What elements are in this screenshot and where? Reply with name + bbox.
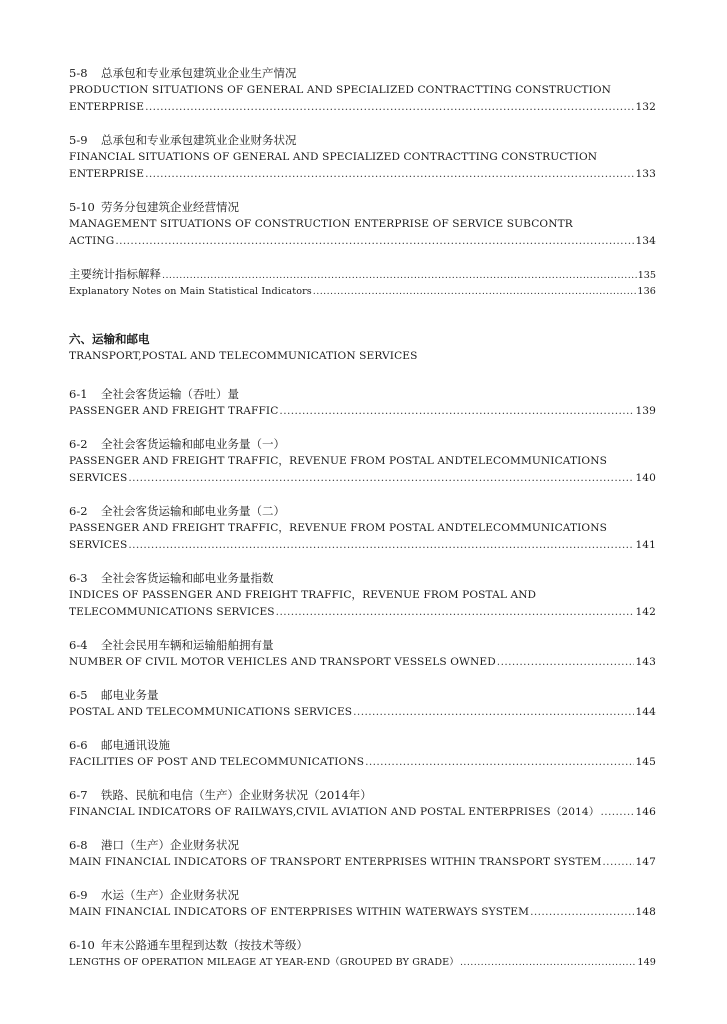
section-title-en: TRANSPORT,POSTAL AND TELECOMMUNICATION SERVICES bbox=[69, 350, 418, 362]
page-number: 146 bbox=[635, 806, 656, 818]
entry-leader-line: ACTING ..... 134 bbox=[69, 233, 656, 250]
dot-leader bbox=[145, 166, 634, 183]
toc-entry-6-4[interactable] bbox=[69, 636, 656, 671]
dot-leader bbox=[353, 704, 634, 721]
entry-title-zh: 6-9 水运（生产）企业财务状况 bbox=[69, 888, 239, 902]
entry-title-en: PRODUCTION SITUATIONS OF GENERAL AND SPECIALIZED CONTRACTTING CONSTRUCTION bbox=[69, 84, 612, 96]
entry-leader-line: SERVICES ..... 140 bbox=[69, 470, 656, 487]
page-number: 133 bbox=[635, 168, 656, 180]
toc-entry-6-3[interactable] bbox=[69, 569, 656, 621]
page-number: 147 bbox=[635, 856, 656, 868]
page-number: 140 bbox=[635, 472, 656, 484]
entry-number: 5-8 bbox=[69, 66, 88, 80]
entry-title-en: PASSENGER AND FREIGHT TRAFFIC，REVENUE FROM POSTAL ANDTELECOMMUNICATIONS bbox=[69, 522, 607, 534]
dot-leader bbox=[460, 954, 636, 971]
dot-leader bbox=[365, 754, 634, 771]
entry-title-zh: 6-10 年末公路通车里程到达数（按技术等级） bbox=[69, 938, 308, 952]
entry-leader-line: ENTERPRISE ..... 132 bbox=[69, 99, 656, 116]
toc-entry-6-10[interactable] bbox=[69, 936, 656, 971]
dot-leader bbox=[145, 99, 634, 116]
entry-number: 6-6 bbox=[69, 738, 88, 752]
page-number: 139 bbox=[635, 405, 656, 417]
entry-leader-line: MAIN FINANCIAL INDICATORS OF TRANSPORT ENTERPRISES WITHIN TRANSPORT SYSTEM ..... 147 bbox=[69, 854, 656, 871]
entry-leader-line: MAIN FINANCIAL INDICATORS OF ENTERPRISES WITHIN WATERWAYS SYSTEM ..... 148 bbox=[69, 904, 656, 921]
entry-number: 5-10 bbox=[69, 200, 95, 214]
entry-title-zh: 6-6 邮电通讯设施 bbox=[69, 738, 170, 752]
toc-entry-6-2-a[interactable] bbox=[69, 435, 656, 487]
entry-number: 6-3 bbox=[69, 571, 88, 585]
dot-leader bbox=[530, 904, 634, 921]
page-number: 144 bbox=[635, 706, 656, 718]
entry-leader-line: PASSENGER AND FREIGHT TRAFFIC ..... 139 bbox=[69, 403, 656, 420]
toc-entry-5-10[interactable] bbox=[69, 198, 656, 250]
entry-number: 6-2 bbox=[69, 437, 88, 451]
entry-title-en: PASSENGER AND FREIGHT TRAFFIC，REVENUE FROM POSTAL ANDTELECOMMUNICATIONS bbox=[69, 455, 607, 467]
page-number: 145 bbox=[635, 756, 656, 768]
entry-title-en: INDICES OF PASSENGER AND FREIGHT TRAFFIC，REVENUE FROM POSTAL AND bbox=[69, 589, 537, 601]
entry-number: 6-10 bbox=[69, 938, 95, 952]
dot-leader bbox=[276, 604, 635, 621]
toc-entry-5-8[interactable] bbox=[69, 64, 656, 116]
entry-leader-line: POSTAL AND TELECOMMUNICATIONS SERVICES ..... 144 bbox=[69, 704, 656, 721]
page-number: 141 bbox=[635, 539, 656, 551]
entry-title-zh: 6-8 港口（生产）企业财务状况 bbox=[69, 838, 239, 852]
toc-entry-5-9[interactable] bbox=[69, 131, 656, 183]
entry-title-zh: 5-8 总承包和专业承包建筑业企业生产情况 bbox=[69, 66, 297, 80]
entry-title-zh: 6-1 全社会客货运输（吞吐）量 bbox=[69, 387, 239, 401]
section-heading bbox=[69, 330, 656, 365]
entry-title-zh: 5-9 总承包和专业承包建筑业企业财务状况 bbox=[69, 133, 297, 147]
dot-leader bbox=[279, 403, 634, 420]
dot-leader bbox=[128, 470, 634, 487]
entry-title-en: FINANCIAL SITUATIONS OF GENERAL AND SPECIALIZED CONTRACTTING CONSTRUCTION bbox=[69, 151, 598, 163]
entry-leader-line: FACILITIES OF POST AND TELECOMMUNICATIONS ..... 145 bbox=[69, 754, 656, 771]
dot-leader bbox=[115, 233, 634, 250]
toc-entry-6-8[interactable] bbox=[69, 836, 656, 871]
dot-leader bbox=[128, 537, 634, 554]
entry-leader-line: FINANCIAL INDICATORS OF RAILWAYS,CIVIL AVIATION AND POSTAL ENTERPRISES（2014） ..... 146 bbox=[69, 804, 656, 821]
entry-number: 6-9 bbox=[69, 888, 88, 902]
entry-title-zh: 6-2 全社会客货运输和邮电业务量（二） bbox=[69, 504, 285, 518]
entry-title-zh: 6-3 全社会客货运输和邮电业务量指数 bbox=[69, 571, 274, 585]
entry-title-zh: 6-7 铁路、民航和电信（生产）企业财务状况（2014年） bbox=[69, 788, 372, 802]
toc-entry-6-1[interactable] bbox=[69, 385, 656, 420]
entry-number: 6-5 bbox=[69, 688, 88, 702]
page-number: 143 bbox=[635, 656, 656, 668]
toc-entry-6-7[interactable] bbox=[69, 786, 656, 821]
entry-number: 6-2 bbox=[69, 504, 88, 518]
entry-title-zh: 6-4 全社会民用车辆和运输船舶拥有量 bbox=[69, 638, 274, 652]
entry-title-en: MANAGEMENT SITUATIONS OF CONSTRUCTION ENTERPRISE OF SERVICE SUBCONTR bbox=[69, 218, 573, 230]
toc-entry-6-5[interactable] bbox=[69, 686, 656, 721]
page-number: 149 bbox=[637, 957, 656, 968]
toc-entry-notes[interactable] bbox=[69, 265, 656, 300]
toc-entry-6-2-b[interactable] bbox=[69, 502, 656, 554]
entry-leader-line: TELECOMMUNICATIONS SERVICES ..... 142 bbox=[69, 604, 656, 621]
page-number: 135 bbox=[637, 270, 656, 281]
page-number: 142 bbox=[635, 606, 656, 618]
entry-leader-line: SERVICES ..... 141 bbox=[69, 537, 656, 554]
page-number: 136 bbox=[637, 286, 656, 297]
notes-en-line: Explanatory Notes on Main Statistical Indicators ..... 136 bbox=[69, 283, 656, 300]
entry-number: 6-8 bbox=[69, 838, 88, 852]
entry-number: 6-4 bbox=[69, 638, 88, 652]
entry-number: 6-7 bbox=[69, 788, 88, 802]
entry-leader-line: ENTERPRISE ..... 133 bbox=[69, 166, 656, 183]
entry-title-zh: 6-2 全社会客货运输和邮电业务量（一） bbox=[69, 437, 285, 451]
dot-leader bbox=[497, 654, 635, 671]
notes-zh-line: 主要统计指标解释 ..... 135 bbox=[69, 265, 656, 283]
entry-title-zh: 5-10 劳务分包建筑企业经营情况 bbox=[69, 200, 239, 214]
toc-entry-6-9[interactable] bbox=[69, 886, 656, 921]
entry-title-zh: 6-5 邮电业务量 bbox=[69, 688, 159, 702]
page-number: 134 bbox=[635, 235, 656, 247]
entry-leader-line: LENGTHS OF OPERATION MILEAGE AT YEAR-END（GROUPED BY GRADE） ..... 149 bbox=[69, 954, 656, 971]
section-title-zh: 六、运输和邮电 bbox=[69, 332, 150, 346]
entry-leader-line: NUMBER OF CIVIL MOTOR VEHICLES AND TRANSPORT VESSELS OWNED ..... 143 bbox=[69, 654, 656, 671]
page-number: 148 bbox=[635, 906, 656, 918]
dot-leader bbox=[313, 283, 637, 300]
dot-leader bbox=[602, 854, 634, 871]
page-number: 132 bbox=[635, 101, 656, 113]
toc-entry-6-6[interactable] bbox=[69, 736, 656, 771]
entry-number: 6-1 bbox=[69, 387, 88, 401]
toc-page bbox=[69, 64, 656, 986]
dot-leader bbox=[600, 804, 634, 821]
entry-number: 5-9 bbox=[69, 133, 88, 147]
